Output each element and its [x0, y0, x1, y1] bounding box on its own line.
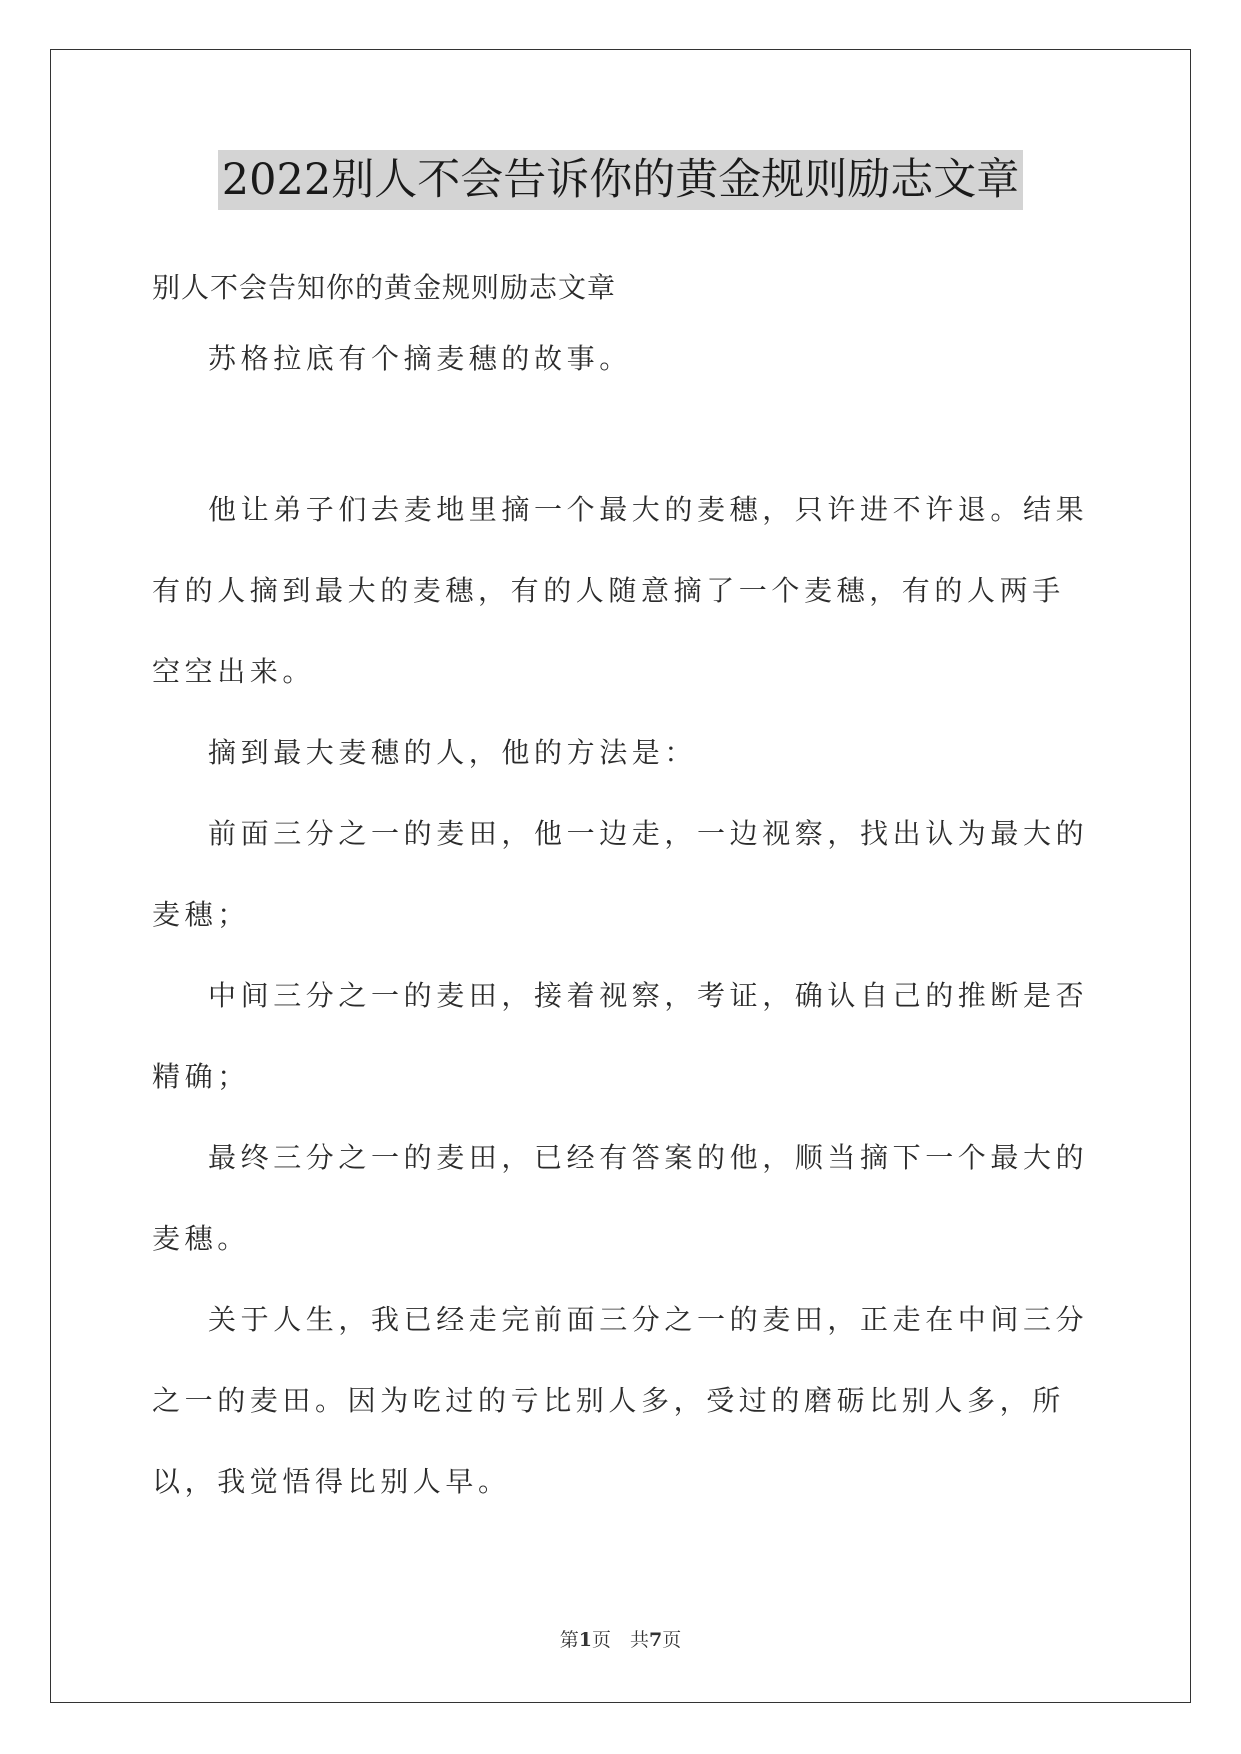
paragraph: 最终三分之一的麦田，已经有答案的他，顺当摘下一个最大的麦穗。 [152, 1141, 1089, 1255]
page-total-number: 7 [649, 1629, 663, 1651]
document-body [152, 258, 1090, 1522]
page-current-number: 1 [578, 1629, 592, 1651]
page-label-mid: 页 共 [591, 1629, 649, 1651]
paragraph: 中间三分之一的麦田，接着视察，考证，确认自己的推断是否精确； [152, 979, 1089, 1093]
page-label-prefix: 第 [559, 1629, 579, 1651]
paragraph: 关于人生，我已经走完前面三分之一的麦田，正走在中间三分之一的麦田。因为吃过的亏比别人多，受过的磨砺比别人多，所以，我觉悟得比别人早。 [152, 1303, 1089, 1498]
page-label-suffix: 页 [662, 1629, 682, 1651]
paragraph: 他让弟子们去麦地里摘一个最大的麦穗，只许进不许退。结果有的人摘到最大的麦穗，有的人随意摘了一个麦穗，有的人两手空空出来。 [152, 493, 1089, 688]
paragraph: 摘到最大麦穗的人，他的方法是： [208, 736, 698, 769]
page-footer [0, 1625, 1241, 1652]
title-container [0, 150, 1241, 210]
document-subtitle: 别人不会告知你的黄金规则励志文章 [152, 271, 617, 304]
paragraph: 苏格拉底有个摘麦穗的故事。 [208, 342, 632, 375]
paragraph: 前面三分之一的麦田，他一边走，一边视察，找出认为最大的麦穗； [152, 817, 1089, 931]
document-title: 2022别人不会告诉你的黄金规则励志文章 [218, 150, 1023, 210]
